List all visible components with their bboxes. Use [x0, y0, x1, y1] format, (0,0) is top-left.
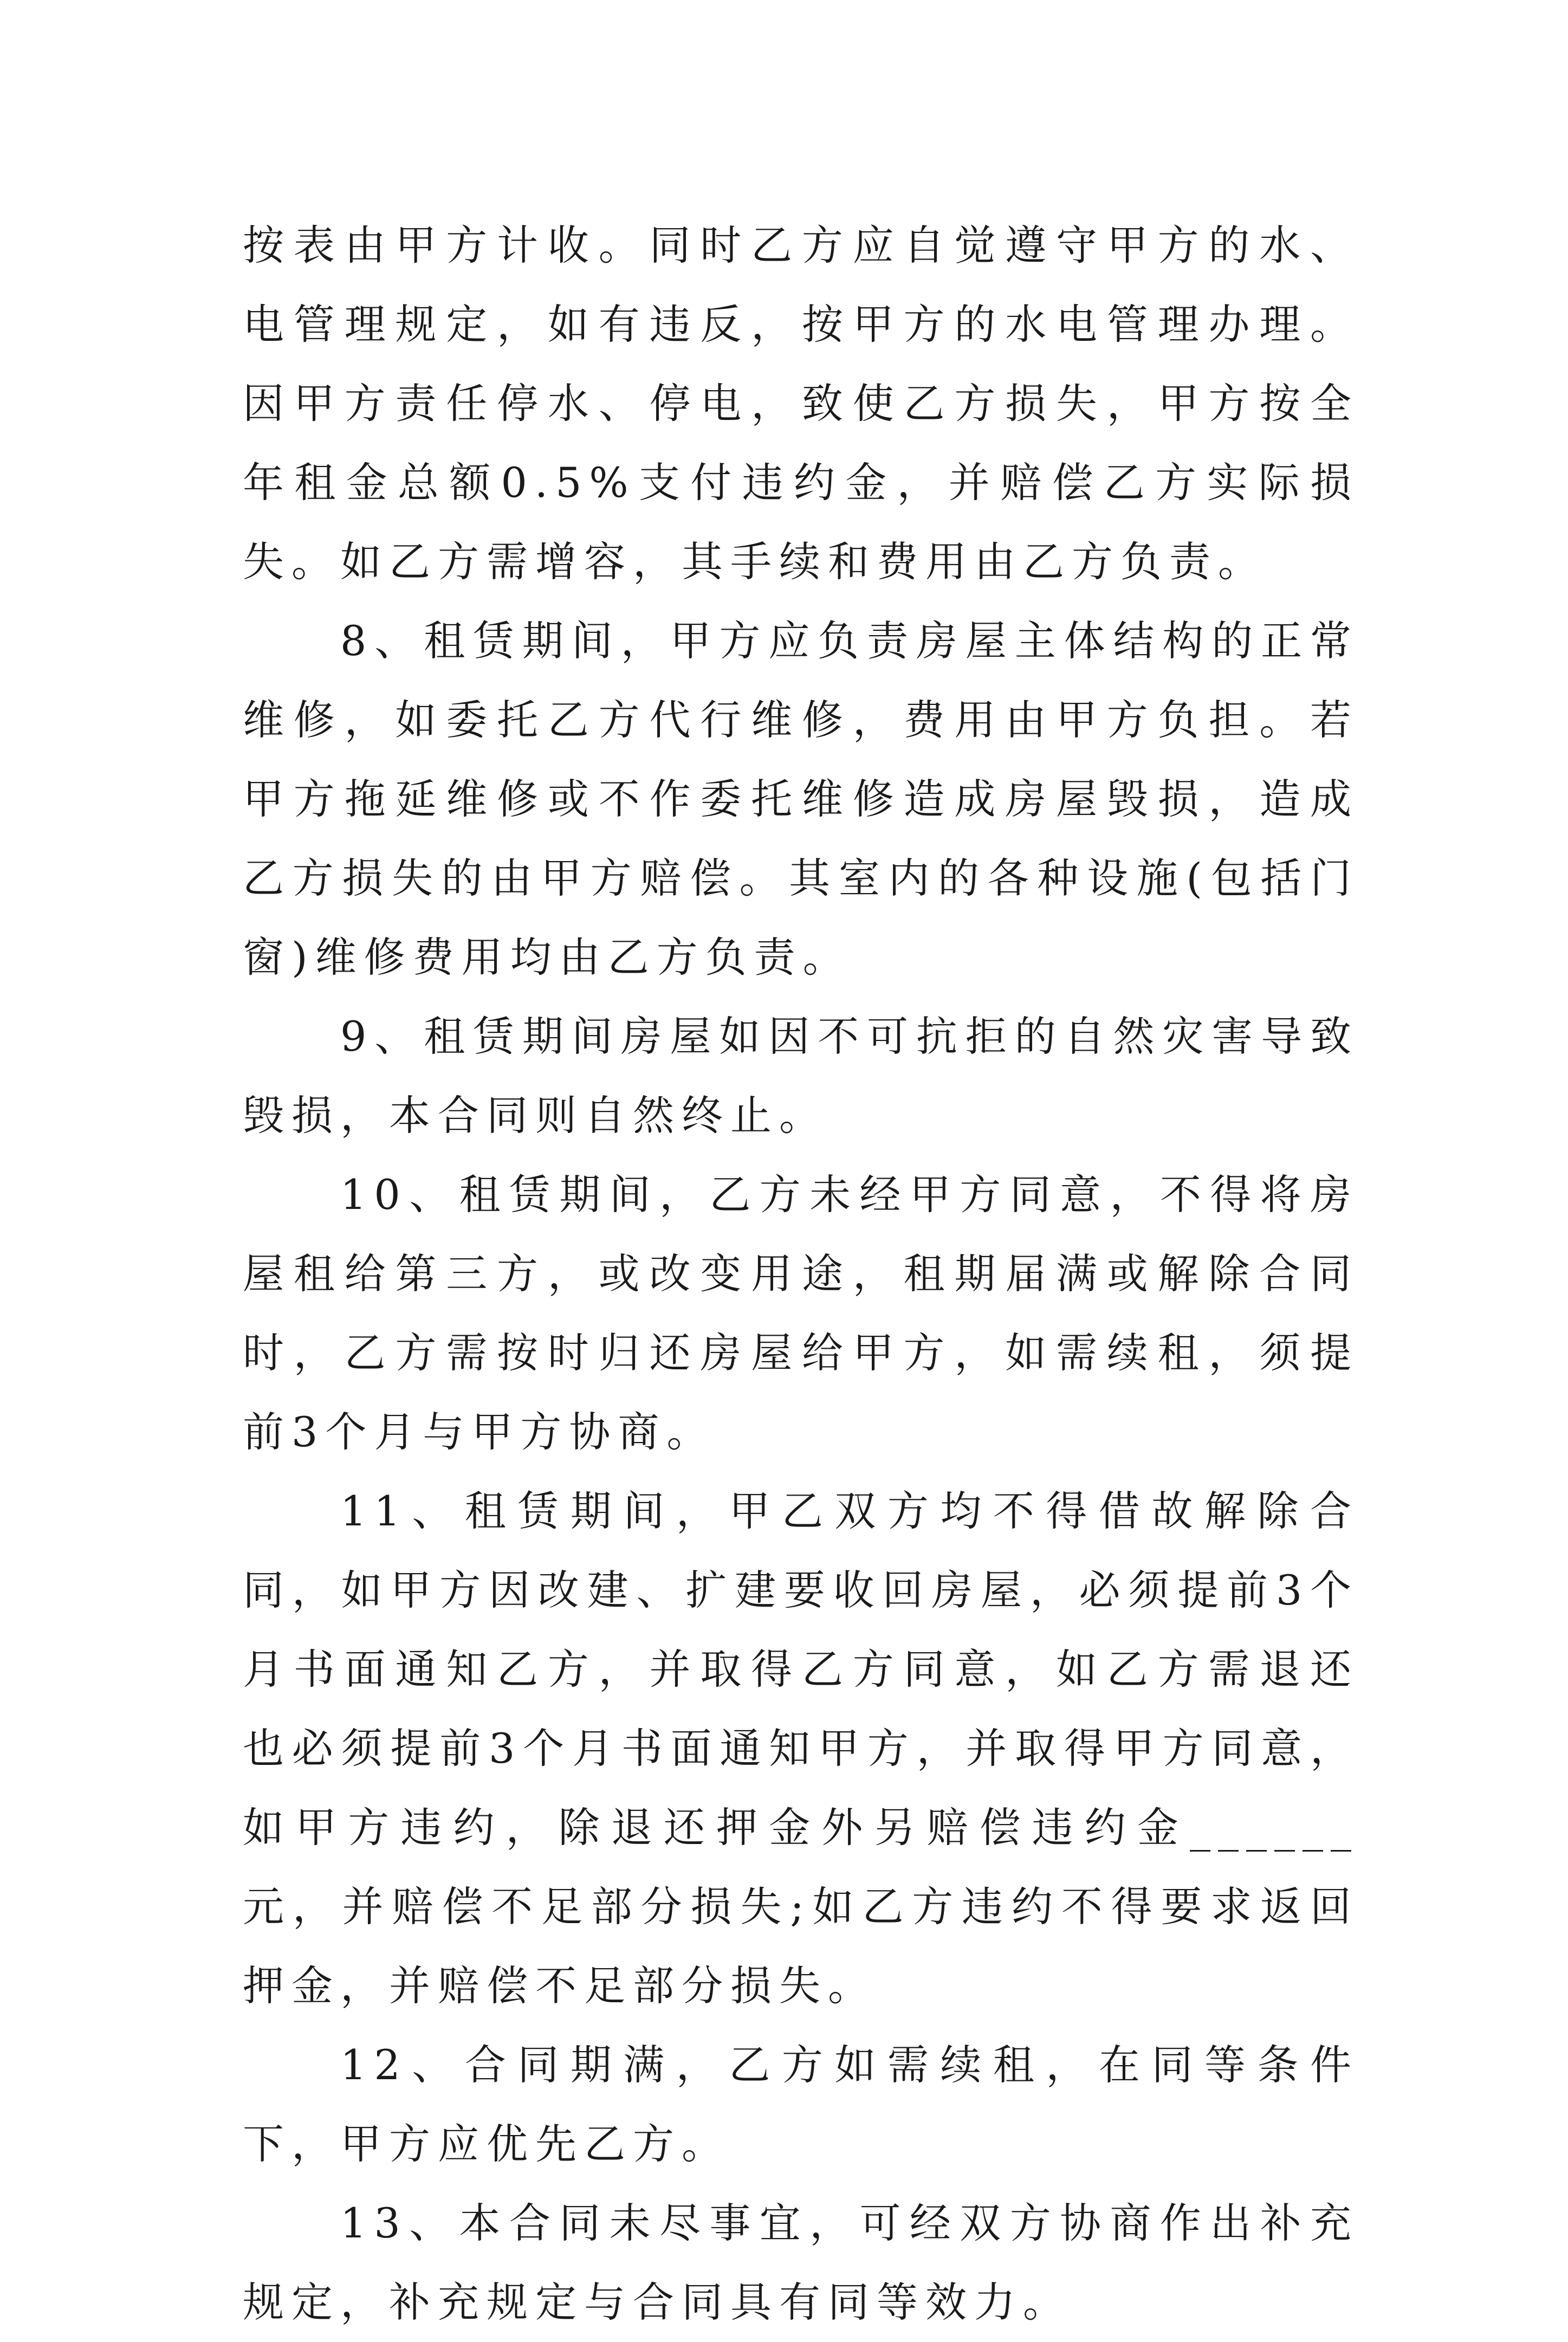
paragraph-clause-8: 8、租赁期间，甲方应负责房屋主体结构的正常维修，如委托乙方代行维修，费用由甲方负担。若甲方拖延维修或不作委托维修造成房屋毁损，造成乙方损失的由甲方赔偿。其室内的各种设施(包括门窗)维修费用均由乙方负责。: [243, 617, 1359, 981]
paragraph-clause-12: 12、合同期满，乙方如需续租，在同等条件下，甲方应优先乙方。: [243, 2041, 1359, 2168]
paragraph-clause-10: 10、租赁期间，乙方未经甲方同意，不得将房屋租给第三方，或改变用途，租期届满或解除合同时，乙方需按时归还房屋给甲方，如需续租，须提前3个月与甲方协商。: [243, 1170, 1359, 1456]
paragraph-clause-9: 9、租赁期间房屋如因不可抗拒的自然灾害导致毁损，本合同则自然终止。: [243, 1012, 1359, 1140]
paragraph-clause-11: 11、租赁期间，甲乙双方均不得借故解除合同，如甲方因改建、扩建要收回房屋，必须提前3个月书面通知乙方，并取得乙方同意，如乙方需退还也必须提前3个月书面通知甲方，并取得甲方同意，如甲方违约，除退还押金外另赔偿违约金______元，并赔偿不足部分损失;如乙方违约不得要求返回押金，并赔偿不足部分损失。: [243, 1487, 1359, 2010]
paragraph-utilities: 按表由甲方计收。同时乙方应自觉遵守甲方的水、电管理规定，如有违反，按甲方的水电管理办理。因甲方责任停水、停电，致使乙方损失，甲方按全年租金总额0.5%支付违约金，并赔偿乙方实际损失。如乙方需增容，其手续和费用由乙方负责。: [243, 221, 1359, 586]
contract-body: [243, 206, 1359, 2342]
paragraph-clause-13: 13、本合同未尽事宜，可经双方协商作出补充规定，补充规定与合同具有同等效力。: [243, 2199, 1359, 2326]
